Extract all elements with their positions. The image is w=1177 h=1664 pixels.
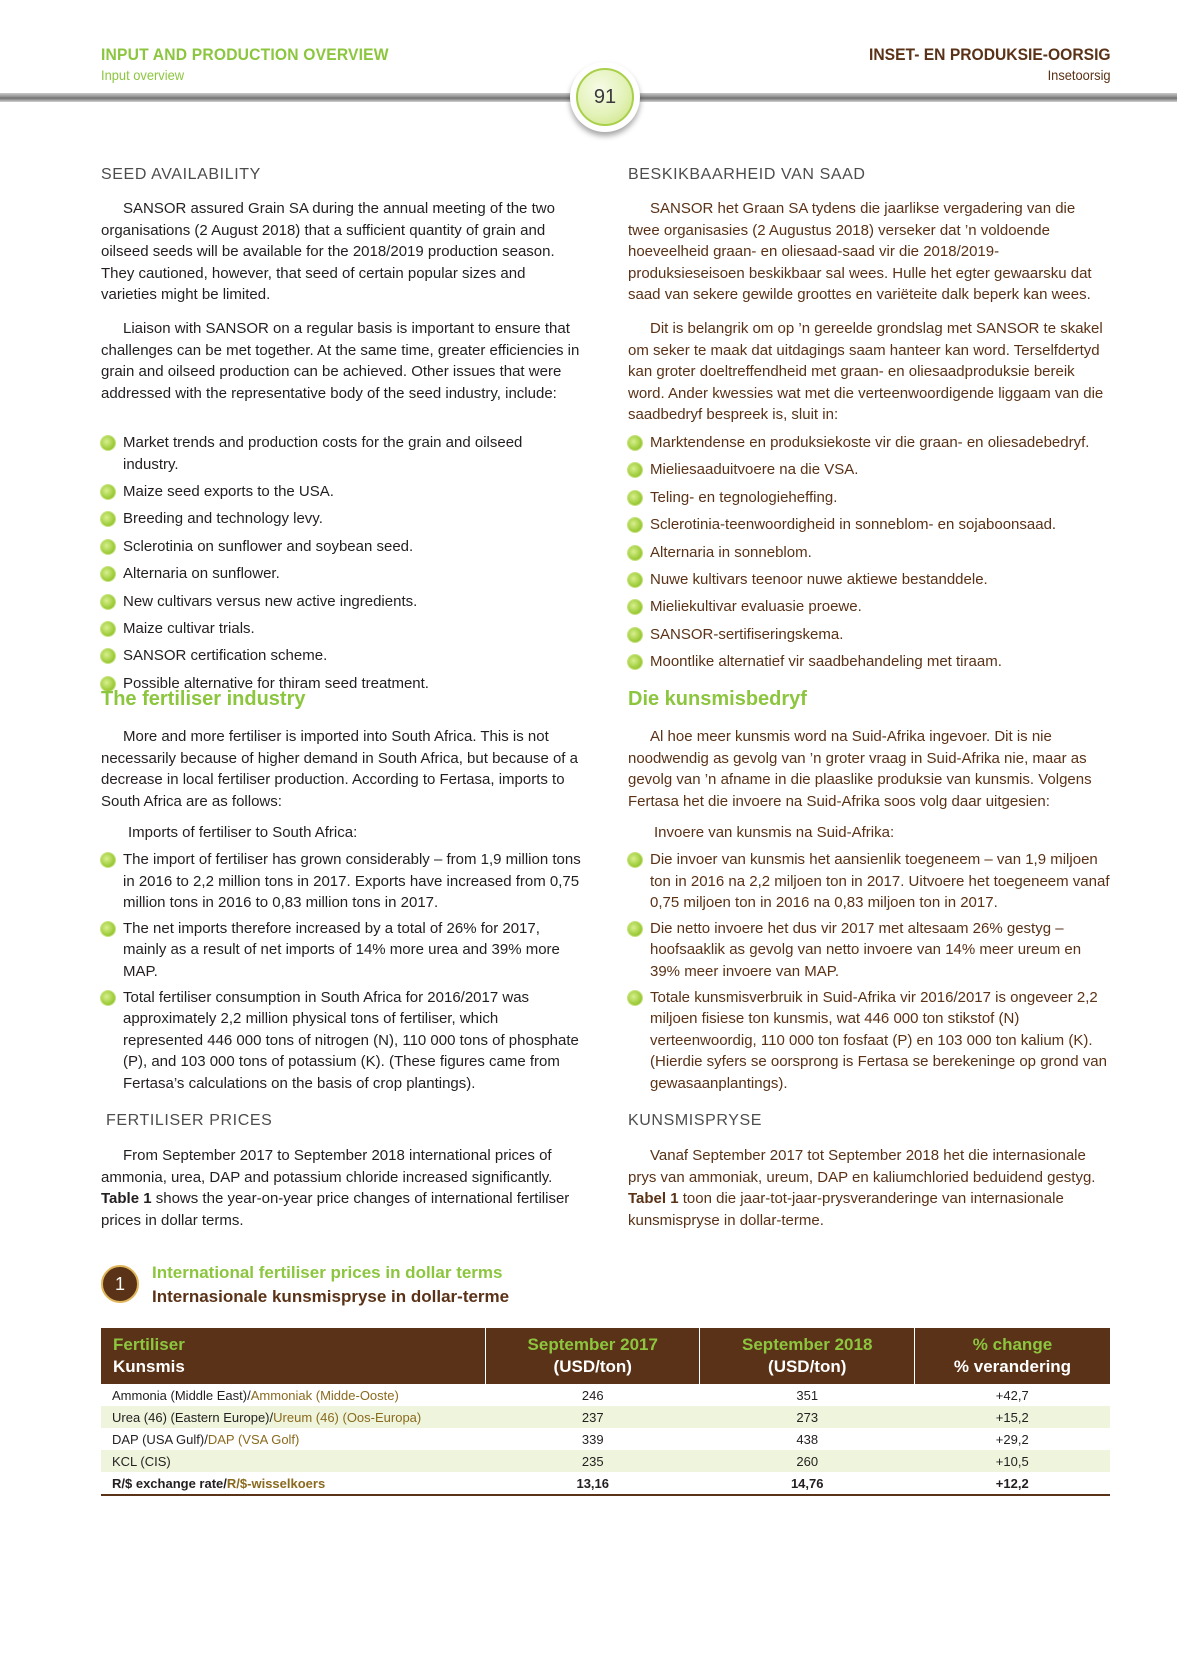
row-label: DAP (USA Gulf)/DAP (VSA Golf) — [112, 1431, 300, 1447]
list-item: Die netto invoere het dus vir 2017 met altesaam 26% gestyg – hoofsaaklik as gevolg van netto invoere van 14% meer ureum en 39% meer invoere van MAP. — [628, 918, 1110, 983]
header-title-af: INSET- EN PRODUKSIE-OORSIG — [869, 45, 1111, 64]
list-item: Nuwe kultivars teenoor nuwe aktiewe bestanddele. — [628, 569, 1110, 591]
list-item: Marktendense en produksiekoste vir die graan- en oliesadebedryf. — [628, 432, 1110, 454]
cell-sep2017: 235 — [486, 1450, 700, 1472]
bullet-icon — [628, 600, 642, 614]
fertiliser-paragraph: More and more fertiliser is imported into South Africa. This is not necessarily because of higher demand in South Africa, but because of a decrease in local fertiliser production. According to Fertasa, imports to South Africa are as follows: — [101, 728, 578, 810]
table-row — [101, 1428, 1110, 1450]
table-number-badge: 1 — [101, 1265, 139, 1303]
cell-sep2017: 237 — [486, 1406, 700, 1428]
page-number-badge — [570, 62, 640, 132]
row-label: Ammonia (Middle East)/Ammoniak (Midde-Ooste) — [112, 1387, 399, 1403]
bullet-icon — [101, 622, 115, 636]
row-label: Urea (46) (Eastern Europe)/Ureum (46) (Oos-Europa) — [101, 1406, 486, 1428]
row-label: R/$ exchange rate/R/$-wisselkoers — [101, 1472, 486, 1495]
bullet-icon — [628, 463, 642, 477]
list-item: Moontlike alternatief vir saadbehandeling met tiraam. — [628, 651, 1110, 673]
header-left — [101, 45, 414, 83]
fertiliser-prices-heading-af: KUNSMISPRYSE — [628, 1112, 763, 1129]
header-sep2017: September 2017 (USD/ton) — [486, 1328, 700, 1384]
list-item: Teling- en tegnologieheffing. — [628, 487, 1110, 509]
cell-sep2018: 260 — [700, 1450, 914, 1472]
table-row — [101, 1406, 1110, 1428]
fertiliser-prices-table — [101, 1328, 1110, 1496]
cell-sep2017: 246 — [581, 1387, 604, 1403]
table-title-en: International fertiliser prices in dollar terms — [152, 1263, 503, 1282]
list-item: Alternaria on sunflower. — [101, 563, 581, 585]
seed-availability-heading-af: BESKIKBAARHEID VAN SAAD — [628, 166, 866, 183]
seed-paragraph-2-af: Dit is belangrik om op ’n gereelde grondslag met SANSOR te skakel om seker te maak dat uitdagings saam hanteer kan word. Terselfdertyd kan groter doeltreffendheid met graan- en oliesaadproduksie bereik word. Ander kwessies wat met die verteenwoordigende liggaam van die saadbedryf bespreek is, sluit in: — [628, 320, 1104, 424]
bullet-icon — [101, 649, 115, 663]
seed-issues-list — [101, 432, 581, 694]
list-item: SANSOR certification scheme. — [101, 645, 581, 667]
bullet-icon — [628, 436, 642, 450]
header-fertiliser: Fertiliser Kunsmis — [101, 1328, 486, 1384]
header-title-en: INPUT AND PRODUCTION OVERVIEW — [101, 45, 389, 64]
list-item: Mieliesaaduitvoere na die VSA. — [628, 459, 1110, 481]
bullet-icon — [628, 518, 642, 532]
list-item: Sclerotinia on sunflower and soybean seed. — [101, 536, 581, 558]
list-item: The net imports therefore increased by a total of 26% for 2017, mainly as a result of net imports of 14% more urea and 39% more MAP. — [101, 918, 581, 983]
table-header-row — [101, 1328, 1110, 1384]
table-reference-af: Tabel 1 — [628, 1190, 679, 1208]
imports-heading: Imports of fertiliser to South Africa: — [128, 824, 358, 841]
bullet-icon — [101, 512, 115, 526]
imports-list — [101, 849, 581, 1095]
list-item: Market trends and production costs for the grain and oilseed industry. — [101, 432, 581, 475]
cell-sep2018: 351 — [796, 1387, 819, 1403]
seed-paragraph-2: Liaison with SANSOR on a regular basis is important to ensure that challenges can be met together. At the same time, greater efficiencies in grain and oilseed production can be achieved. Other issues that were addressed with the representative body of the seed industry, include: — [101, 320, 580, 402]
cell-sep2018: 438 — [796, 1431, 819, 1447]
bullet-icon — [628, 922, 642, 936]
seed-issues-list-af — [628, 432, 1110, 673]
table-row — [101, 1384, 1110, 1406]
cell-sep2018: 273 — [700, 1406, 914, 1428]
bullet-icon — [101, 567, 115, 581]
list-item: Sclerotinia-teenwoordigheid in sonneblom- en sojaboonsaad. — [628, 514, 1110, 536]
fertiliser-industry-heading: The fertiliser industry — [101, 688, 306, 710]
list-item: Die invoer van kunsmis het aansienlik toegeneem – van 1,9 miljoen ton in 2016 na 2,2 miljoen ton in 2017. Uitvoere het toegeneem vanaf 0,75 miljoen ton in 2016 na 0,83 miljoen ton in 2017. — [628, 849, 1110, 914]
list-item: The import of fertiliser has grown considerably – from 1,9 million tons in 2016 to 2,2 million tons in 2017. Exports have increased from 0,75 million tons in 2016 to 0,83 million tons in 2017. — [101, 849, 581, 914]
seed-paragraph-1: SANSOR assured Grain SA during the annual meeting of the two organisations (2 August 2018) that a sufficient quantity of grain and oilseed seeds will be available for the 2018/2019 production season. They cautioned, however, that seed of certain popular sizes and varieties might be limited. — [101, 200, 555, 304]
list-item: Possible alternative for thiram seed treatment. — [101, 673, 581, 695]
header-sep2018: September 2018 (USD/ton) — [700, 1328, 914, 1384]
list-item: Mieliekultivar evaluasie proewe. — [628, 596, 1110, 618]
imports-list-af — [628, 849, 1110, 1095]
bullet-icon — [101, 540, 115, 554]
header-subtitle-af: Insetoorsig — [1047, 67, 1111, 83]
cell-sep2017: 339 — [581, 1431, 604, 1447]
header-subtitle-en: Input overview — [101, 67, 185, 83]
cell-sep2017: 13,16 — [486, 1472, 700, 1495]
bullet-icon — [101, 485, 115, 499]
bullet-icon — [101, 595, 115, 609]
bullet-icon — [628, 546, 642, 560]
cell-change: +29,2 — [995, 1431, 1029, 1447]
bullet-icon — [628, 491, 642, 505]
cell-sep2018: 14,76 — [700, 1472, 914, 1495]
list-item: Total fertiliser consumption in South Africa for 2016/2017 was approximately 2,2 million physical tons of fertiliser, which represented 446 000 tons of nitrogen (N), 110 000 tons of phosphate (P), and 103 000 tons of potassium (K). (These figures came from Fertasa’s calculations on the basis of crop plantings). — [101, 987, 581, 1095]
header-right — [848, 45, 1111, 83]
list-item: Maize cultivar trials. — [101, 618, 581, 640]
bullet-icon — [628, 628, 642, 642]
table-row — [101, 1472, 1110, 1495]
cell-change: +15,2 — [914, 1406, 1110, 1428]
table-row — [101, 1450, 1110, 1472]
fertiliser-paragraph-af: Al hoe meer kunsmis word na Suid-Afrika ingevoer. Dit is nie noodwendig as gevolg van ’n groter vraag in Suid-Afrika nie, maar as gevolg van ’n afname in die plaaslike produksie van kunsmis. Volgens Fertasa het die invoere na Suid-Afrika soos volg daar uitgesien: — [628, 728, 1092, 810]
bullet-icon — [101, 922, 115, 936]
cell-change: +42,7 — [995, 1387, 1029, 1403]
imports-heading-af: Invoere van kunsmis na Suid-Afrika: — [654, 824, 895, 841]
table-title-af: Internasionale kunsmispryse in dollar-terme — [152, 1287, 510, 1306]
bullet-icon — [628, 655, 642, 669]
list-item: Totale kunsmisverbruik in Suid-Afrika vir 2016/2017 is ongeveer 2,2 miljoen fisiese ton kunsmis, wat 446 000 ton stikstof (N) verteenwoordig, 110 000 ton fosfaat (P) en 103 000 ton kalium (K). (Hierdie syfers se oorsprong is Fertasa se berekeninge op grond van gewasaanplantings). — [628, 987, 1110, 1095]
bullet-icon — [628, 991, 642, 1005]
prices-paragraph-af: Vanaf September 2017 tot September 2018 het die internasionale prys van ammoniak, ureum, DAP en kaliumchloried beduidend gestyg. Tabel 1 toon die jaar-tot-jaar-prysveranderinge van internasionale kunsmispryse in dollar-terme. — [628, 1147, 1096, 1229]
table-reference: Table 1 — [101, 1190, 152, 1208]
seed-availability-heading: SEED AVAILABILITY — [101, 166, 261, 183]
list-item: New cultivars versus new active ingredients. — [101, 591, 581, 613]
list-item: Breeding and technology levy. — [101, 508, 581, 530]
fertiliser-industry-heading-af: Die kunsmisbedryf — [628, 688, 807, 710]
seed-paragraph-1-af: SANSOR het Graan SA tydens die jaarlikse vergadering van die twee organisasies (2 Augustus 2018) verseker dat ’n voldoende hoeveelheid graan- en oliesaad-saad vir die 2018/2019-produksieseisoen beskikbaar sal wees. Hulle het egter gewaarsku dat saad van sekere gewilde groottes en variëteite dalk beperk kan wees. — [628, 200, 1092, 304]
list-item: SANSOR-sertifiseringskema. — [628, 624, 1110, 646]
bullet-icon — [101, 436, 115, 450]
bullet-icon — [628, 853, 642, 867]
page-number: 91 — [576, 68, 634, 126]
cell-change: +12,2 — [914, 1472, 1110, 1495]
bullet-icon — [628, 573, 642, 587]
cell-change: +10,5 — [914, 1450, 1110, 1472]
row-label: KCL (CIS) — [101, 1450, 486, 1472]
fertiliser-prices-heading: FERTILISER PRICES — [106, 1112, 273, 1129]
bullet-icon — [101, 853, 115, 867]
prices-paragraph: From September 2017 to September 2018 international prices of ammonia, urea, DAP and potassium chloride increased significantly. Table 1 shows the year-on-year price changes of international fertiliser prices in dollar terms. — [101, 1147, 570, 1229]
list-item: Alternaria in sonneblom. — [628, 542, 1110, 564]
header-change: % change % verandering — [914, 1328, 1110, 1384]
bullet-icon — [101, 991, 115, 1005]
list-item: Maize seed exports to the USA. — [101, 481, 581, 503]
